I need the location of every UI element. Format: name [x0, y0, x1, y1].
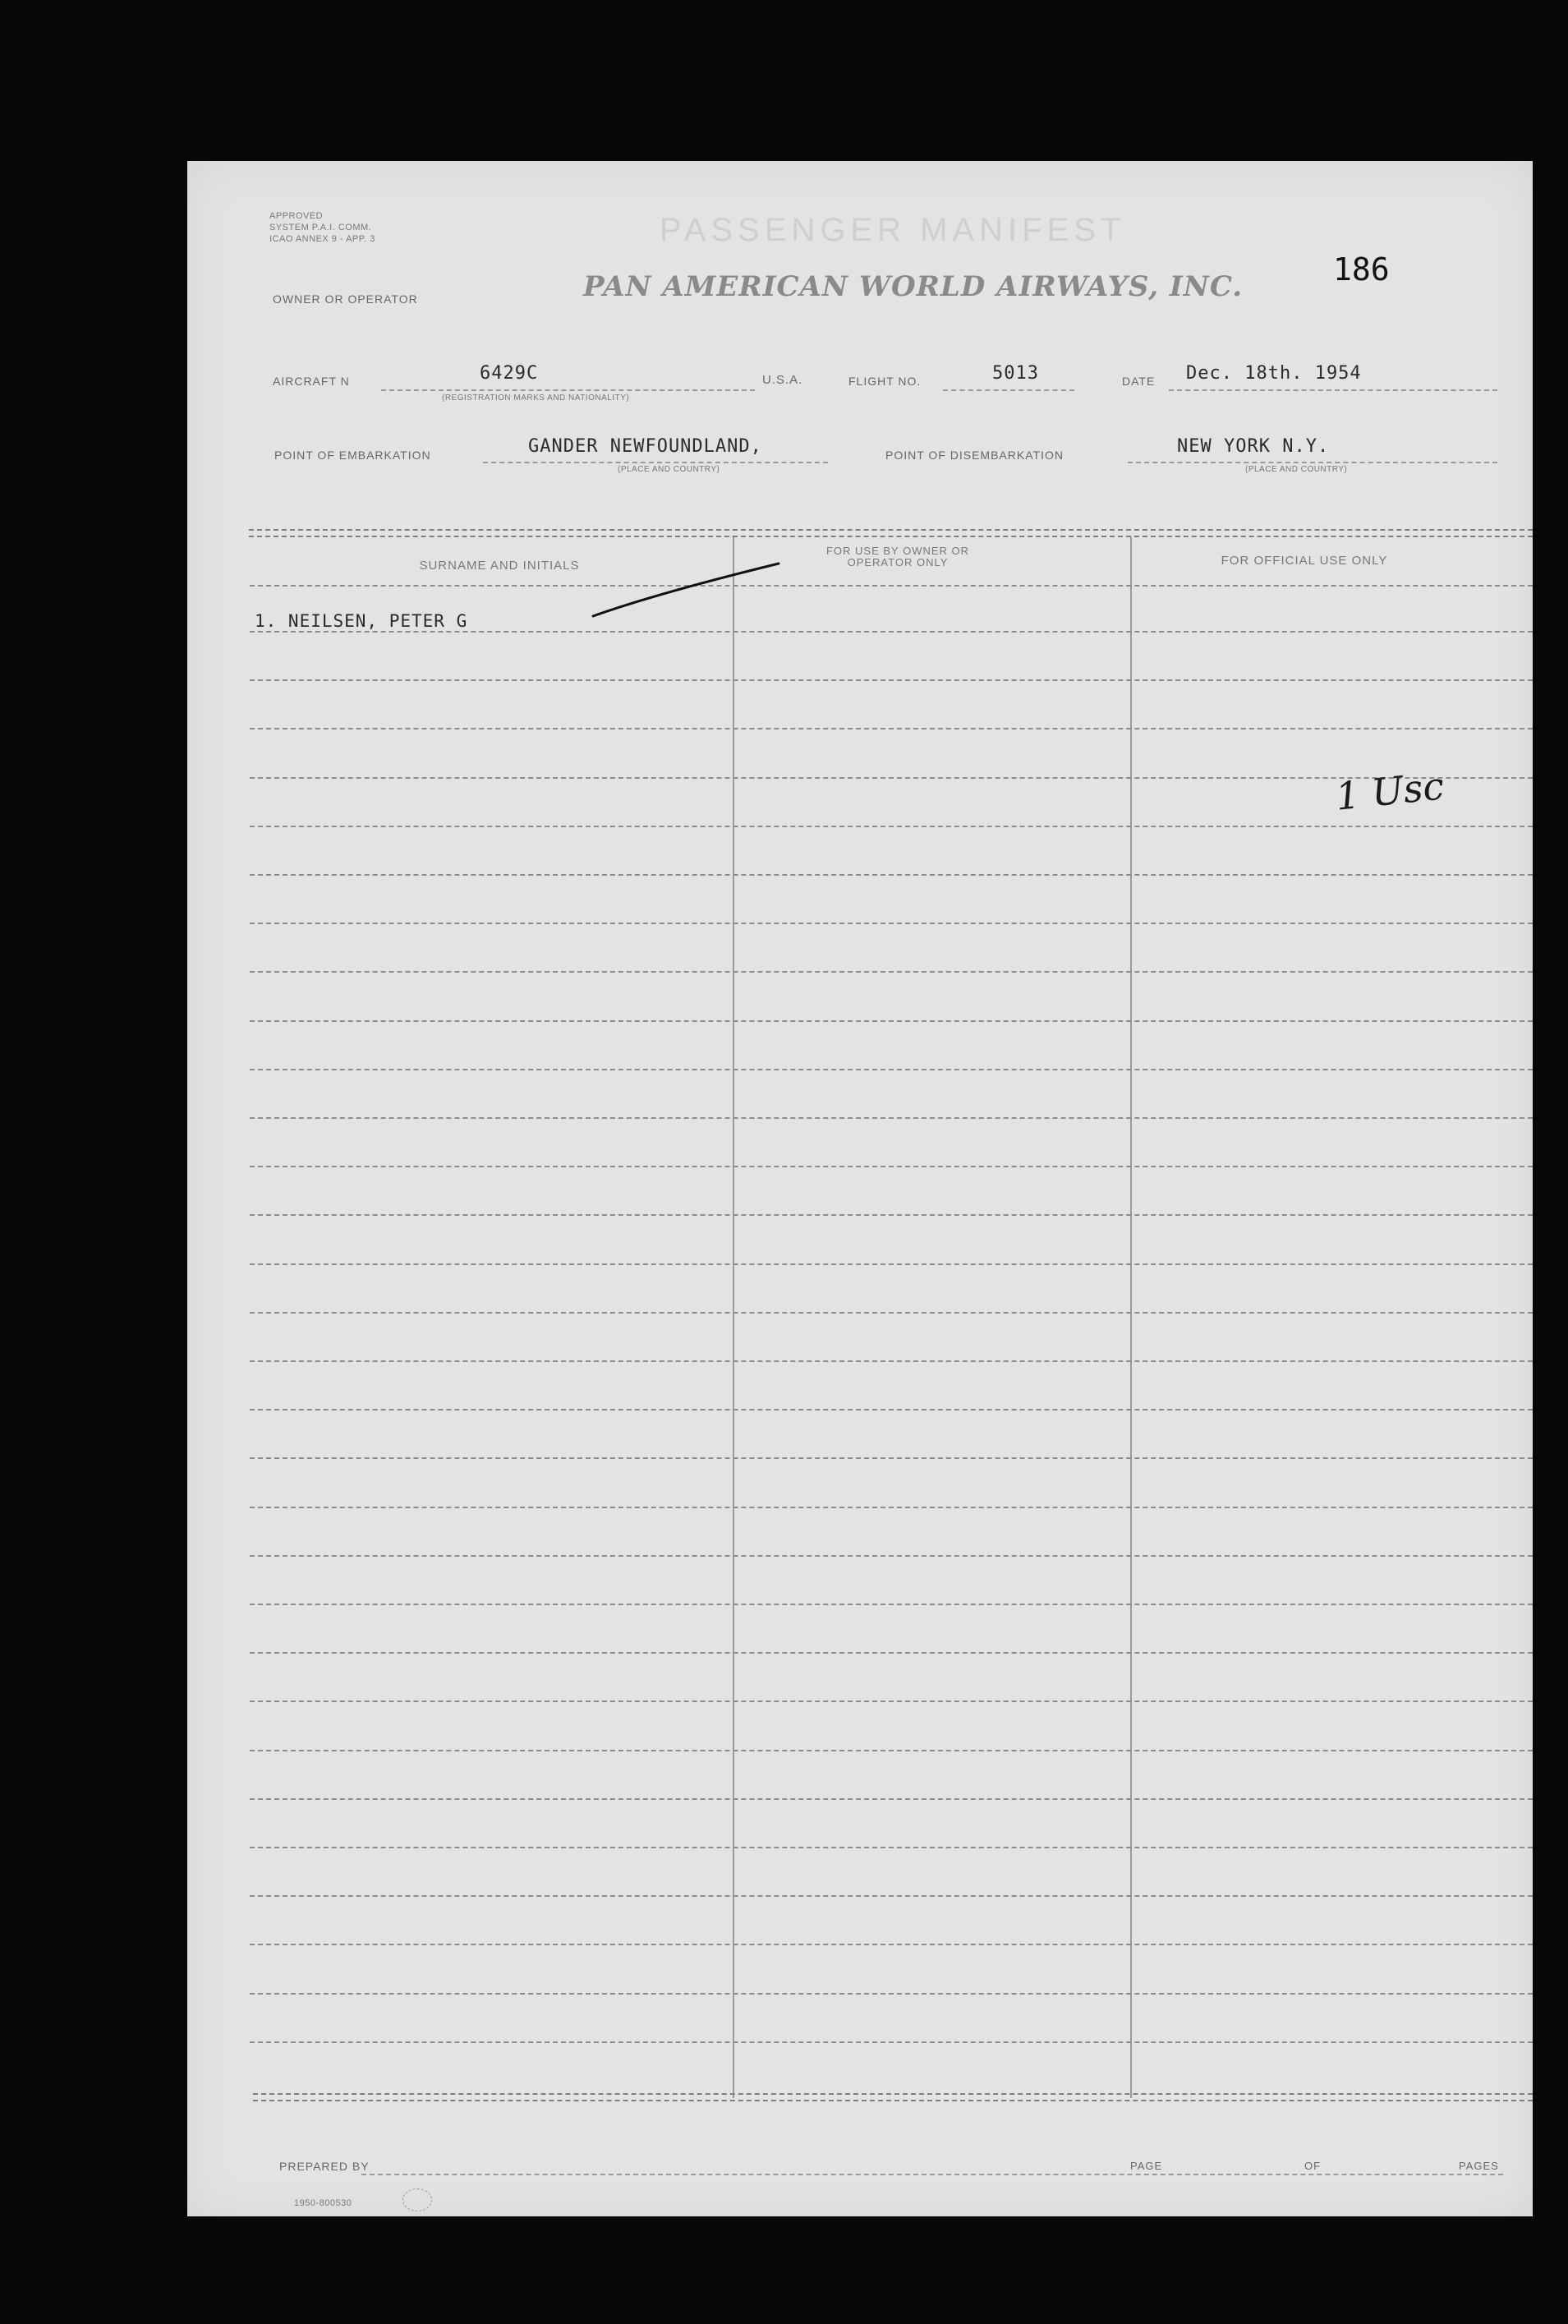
aircraft-label: AIRCRAFT N — [273, 375, 350, 388]
disembark-sub: (PLACE AND COUNTRY) — [1245, 465, 1348, 474]
aircraft-sub: (REGISTRATION MARKS AND NATIONALITY) — [442, 393, 630, 403]
flight-line — [943, 389, 1074, 391]
flight-value: 5013 — [992, 363, 1039, 384]
table-row — [250, 1847, 1533, 1848]
prepared-by-label: PREPARED BY — [279, 2160, 370, 2173]
page-label: PAGE — [1130, 2160, 1163, 2172]
passenger-entry: 1. NEILSEN, PETER G — [255, 611, 468, 631]
page-number: 186 — [1333, 251, 1390, 288]
table-row — [250, 1263, 1533, 1265]
prepared-by-line — [361, 2174, 1503, 2175]
table-row — [250, 874, 1533, 876]
date-value: Dec. 18th. 1954 — [1186, 363, 1362, 384]
approval-stamp — [269, 210, 375, 245]
table-row — [250, 1700, 1533, 1702]
table-row — [250, 826, 1533, 827]
table-row — [250, 1117, 1533, 1119]
col-surname-header: SURNAME AND INITIALS — [419, 559, 580, 573]
table-row — [250, 728, 1533, 729]
table-row — [250, 631, 1533, 633]
col-owner-header: FOR USE BY OWNER OR OPERATOR ONLY — [825, 545, 970, 568]
table-row — [250, 1312, 1533, 1314]
header-row-line — [250, 585, 1533, 587]
column-divider — [733, 537, 734, 2098]
aircraft-value: 6429C — [480, 363, 539, 384]
form-title: PASSENGER MANIFEST — [660, 212, 1126, 248]
table-row — [250, 1750, 1533, 1751]
table-row — [250, 923, 1533, 924]
table-top-rule — [249, 529, 1533, 537]
approval-line: ICAO ANNEX 9 - APP. 3 — [269, 234, 375, 244]
table-row — [250, 1652, 1533, 1654]
date-label: DATE — [1122, 375, 1156, 388]
table-row — [250, 679, 1533, 681]
table-row — [250, 1604, 1533, 1605]
of-label: OF — [1304, 2160, 1322, 2172]
disembark-label: POINT OF DISEMBARKATION — [885, 449, 1064, 462]
table-row — [250, 1409, 1533, 1411]
table-row — [250, 1993, 1533, 1995]
flight-label: FLIGHT NO. — [848, 375, 922, 388]
table-row — [250, 971, 1533, 973]
approval-line: APPROVED — [269, 211, 324, 221]
table-row — [250, 1507, 1533, 1508]
table-row — [250, 1895, 1533, 1897]
table-row — [250, 1214, 1533, 1216]
usa-label: U.S.A. — [762, 373, 803, 387]
embark-line — [483, 462, 828, 463]
handwritten-note: 1 Usc — [1333, 763, 1446, 819]
owner-label: OWNER OR OPERATOR — [273, 292, 418, 306]
pages-label: PAGES — [1459, 2160, 1499, 2172]
embark-label: POINT OF EMBARKATION — [274, 449, 431, 462]
col-official-header: FOR OFFICIAL USE ONLY — [1221, 554, 1388, 568]
date-line — [1169, 389, 1497, 391]
embark-sub: (PLACE AND COUNTRY) — [618, 465, 720, 474]
pen-stroke — [590, 559, 803, 624]
embark-value: GANDER NEWFOUNDLAND, — [528, 436, 762, 457]
table-row — [250, 1798, 1533, 1800]
aircraft-line — [381, 389, 755, 391]
table-row — [250, 1555, 1533, 1557]
table-row — [250, 1360, 1533, 1362]
disembark-line — [1128, 462, 1497, 463]
manifest-sheet — [187, 161, 1533, 2216]
table-row — [250, 2041, 1533, 2043]
table-bottom-rule — [253, 2093, 1533, 2101]
approval-line: SYSTEM P.A.I. COMM. — [269, 223, 372, 232]
table-row — [250, 1020, 1533, 1022]
column-divider — [1130, 537, 1132, 2098]
printer-mark-icon — [402, 2188, 432, 2211]
table-row — [250, 1944, 1533, 1945]
table-row — [250, 1457, 1533, 1459]
table-row — [250, 1166, 1533, 1167]
form-code: 1950-800530 — [294, 2198, 352, 2208]
disembark-value: NEW YORK N.Y. — [1177, 436, 1330, 457]
table-row — [250, 1069, 1533, 1070]
airline-name: PAN AMERICAN WORLD AIRWAYS, INC. — [583, 270, 1244, 303]
